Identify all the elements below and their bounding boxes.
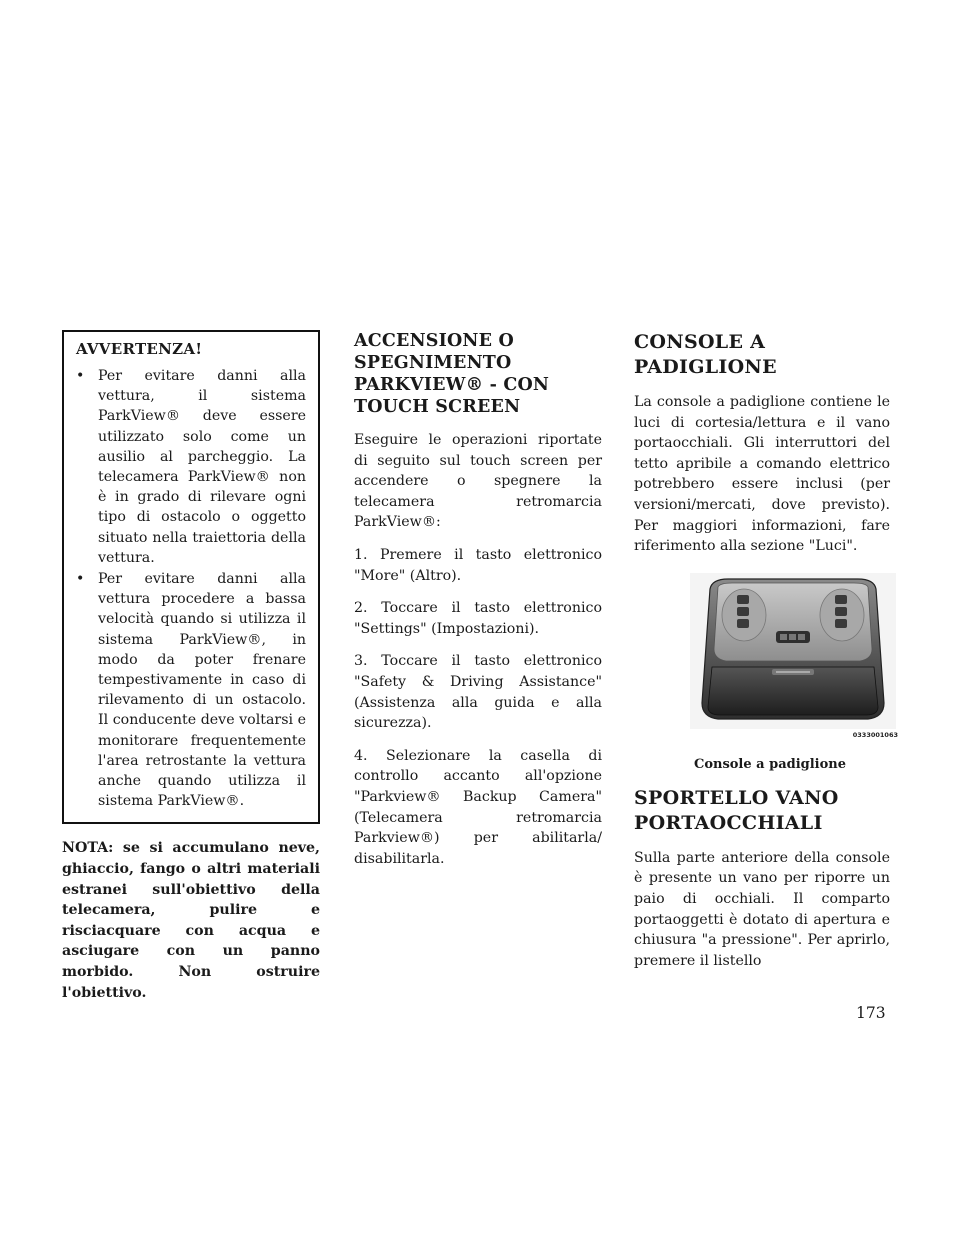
column-middle: [354, 330, 602, 881]
step-1: 1. Premere il tasto elettronico "More" (Altro).: [354, 546, 602, 584]
section-heading-parkview: ACCENSIONE O SPEGNIMENTO PARKVIEW® - CON TOUCH SCREEN: [354, 331, 550, 417]
intro-paragraph: Eseguire le operazioni riportate di seguito sul touch screen per accendere o spegnere la telecamera retromarcia ParkView®:: [354, 432, 602, 531]
warning-list: [76, 366, 306, 811]
section-heading-console: CONSOLE A PADIGLIONE: [634, 331, 777, 378]
column-right: [634, 330, 898, 983]
note-text: NOTA: se si accumulano neve, ghiaccio, fango o altri materiali estranei sull'obiettivo della telecamera, pulire e risciacquare con acqua e asciugare con un panno morbido. Non ostruire l'obiettivo.: [62, 840, 320, 1001]
step-2: 2. Toccare il tasto elettronico "Settings" (Impostazioni).: [354, 600, 602, 637]
figure-code: 0333001063: [852, 730, 898, 739]
figure-caption: Console a padiglione: [693, 756, 847, 772]
glasses-paragraph: Sulla parte anteriore della console è presente un vano per riporre un paio di occhiali. Il comparto portaoggetti è dotato di apertura e chiusura "a pressione". Per aprirlo, premere il listello: [634, 849, 890, 969]
overhead-console-image: [688, 571, 898, 731]
warning-title: AVVERTENZA!: [76, 340, 203, 358]
step-4: 4. Selezionare la casella di controllo accanto all'opzione "Parkview® Backup Camera" (Telecamera retromarcia Parkview®) per abilitarla/ disabilitarla.: [354, 747, 602, 867]
section-heading-glasses: SPORTELLO VANO PORTAOCCHIALI: [634, 786, 839, 834]
warning-item: • Per evitare danni alla vettura procedere a bassa velocità quando si utilizza il sistema ParkView®, in modo da poter frenare tempestivamente in caso di rilevamento di un ostacolo. Il conducente deve voltarsi e monitorare frequentemente l'area retrostante la vettura anche quando utilizza il sistema ParkView®.: [76, 569, 306, 811]
page-number: 173: [856, 1004, 886, 1022]
step-3: 3. Toccare il tasto elettronico "Safety & Driving Assistance" (Assistenza alla guida e alla sicurezza).: [354, 653, 602, 732]
console-paragraph: La console a padiglione contiene le luci di cortesia/lettura e il vano portaocchiali. Gli interruttori del tetto apribile a comando elettrico potrebbero essere inclusi (per versioni/mercati, dove previsto). Per maggiori informazioni, fare riferimento alla sezione "Luci".: [634, 394, 890, 555]
warning-box: [62, 330, 320, 824]
warning-item: • Per evitare danni alla vettura, il sistema ParkView® deve essere utilizzato solo come un ausilio al parcheggio. La telecamera ParkView® non è in grado di rilevare ogni tipo di ostacolo o oggetto situato nella traiettoria della vettura.: [76, 366, 306, 568]
column-left: [62, 330, 320, 1003]
overhead-console-figure: [688, 571, 898, 753]
